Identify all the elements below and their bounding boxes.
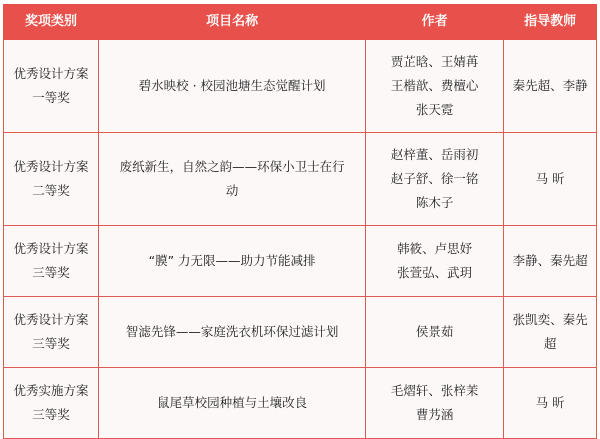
table-row (4, 226, 597, 297)
award-cell (4, 368, 99, 439)
project-line: 动 (225, 183, 239, 198)
award-line: 优秀设计方案 (13, 312, 89, 327)
award-line: 三等奖 (32, 265, 70, 280)
project-cell (99, 297, 366, 368)
award-line: 一等奖 (32, 90, 70, 105)
award-line: 三等奖 (32, 407, 70, 422)
award-line: 三等奖 (32, 336, 70, 351)
table-row (4, 133, 597, 226)
author-line: 王楷歆、费檀心 (390, 78, 479, 93)
header-award-category: 奖项类别 (4, 5, 99, 40)
authors-cell (366, 368, 504, 439)
author-line: 贾芷晗、王婧苒 (390, 54, 479, 69)
award-line: 优秀设计方案 (13, 159, 89, 174)
award-cell (4, 133, 99, 226)
award-cell (4, 297, 99, 368)
project-cell (99, 368, 366, 439)
author-line: 曹艿涵 (415, 407, 454, 422)
award-cell (4, 40, 99, 133)
project-line: 智滤先锋——家庭洗衣机环保过滤计划 (125, 324, 339, 339)
award-cell (4, 226, 99, 297)
teachers-cell: 张凯奕、秦先超 (504, 297, 597, 368)
table-header (4, 5, 597, 40)
teachers-cell: 李静、秦先超 (504, 226, 597, 297)
author-line: 韩筱、卢思妤 (397, 241, 473, 256)
author-line: 陈木子 (415, 195, 454, 210)
author-line: 侯景茹 (415, 324, 454, 339)
award-line: 优秀设计方案 (13, 66, 89, 81)
teachers-cell: 马 昕 (504, 368, 597, 439)
table-row (4, 297, 597, 368)
header-advisor: 指导教师 (504, 5, 597, 40)
authors-cell (366, 226, 504, 297)
authors-cell (366, 133, 504, 226)
authors-cell (366, 297, 504, 368)
header-project-name: 项目名称 (99, 5, 366, 40)
author-line: 张天霓 (415, 102, 454, 117)
award-line: 二等奖 (32, 183, 70, 198)
table-body (4, 40, 597, 439)
author-line: 赵梓董、岳雨初 (390, 147, 479, 162)
teachers-cell: 秦先超、李静 (504, 40, 597, 133)
table-row (4, 368, 597, 439)
authors-cell (366, 40, 504, 133)
project-line: 鼠尾草校园种植与土壤改良 (157, 395, 308, 410)
project-cell (99, 226, 366, 297)
header-author: 作者 (366, 5, 504, 40)
awards-table (3, 4, 597, 439)
author-line: 张萱弘、武玥 (397, 265, 473, 280)
header-row (4, 5, 597, 40)
project-line: 碧水映校 · 校园池塘生态觉醒计划 (138, 78, 326, 93)
project-cell (99, 133, 366, 226)
project-line: “膜” 力无限——助力节能减排 (148, 253, 316, 268)
award-line: 优秀实施方案 (13, 383, 89, 398)
table-row (4, 40, 597, 133)
teachers-cell: 马 昕 (504, 133, 597, 226)
author-line: 毛熠轩、张梓茉 (390, 383, 479, 398)
project-cell (99, 40, 366, 133)
award-line: 优秀设计方案 (13, 241, 89, 256)
author-line: 赵子舒、徐一铭 (390, 171, 479, 186)
project-line: 废纸新生，自然之韵——环保小卫士在行 (119, 159, 345, 174)
